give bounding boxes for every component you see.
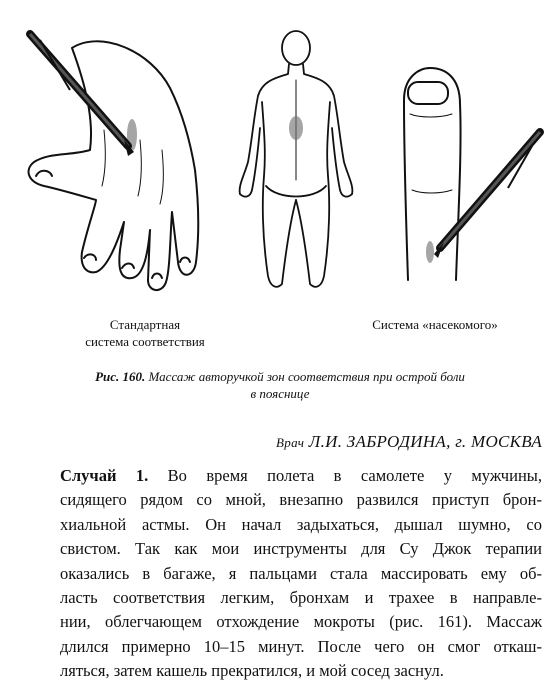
body-back-illustration <box>240 31 353 287</box>
caption-prefix: Рис. 160. <box>95 369 146 384</box>
case-lead: Случай 1. <box>60 466 149 485</box>
article-line: свистом. Так как мои инструменты для Су Джок терапии <box>60 539 542 559</box>
caption-line1: Массаж авторучкой зон соответствия при острой боли <box>148 369 465 384</box>
author-name: Л.И. ЗАБРОДИНА, г. МОСКВА <box>308 432 542 451</box>
figure-label-left <box>60 316 230 350</box>
label-left-line2: система соответствия <box>85 334 205 349</box>
article-line: ласть соответствия легким, бронхам и трахее в направле- <box>60 588 542 608</box>
article-line: хиальной астмы. Он начал задыхаться, дышал шумно, со <box>60 514 542 534</box>
figure-label-right: Система «насекомого» <box>372 317 498 332</box>
caption-line2: в пояснице <box>250 386 310 401</box>
author-role: Врач <box>276 435 305 450</box>
article-line: длился примерно 10–15 минут. После чего он смог откаш- <box>60 636 542 656</box>
hand-illustration <box>29 41 199 290</box>
author-byline <box>150 432 542 452</box>
article-line: сидящего рядом со мной, внезапно развился приступ брон- <box>60 490 542 510</box>
article-line <box>60 464 542 488</box>
body-zone-mark <box>289 116 303 140</box>
article-line: нии, облегчающем отхождение мокроты (рис. 161). Массаж <box>60 612 542 632</box>
article-line: ляться, затем кашель прекратился, и мой сосед заснул. <box>60 661 444 681</box>
finger-zone-mark <box>426 241 434 263</box>
figure-caption <box>30 368 530 402</box>
article-line-text: Во время полета в самолете у мужчины, <box>167 466 542 485</box>
label-left-line1: Стандартная <box>109 317 181 332</box>
article-body <box>60 464 542 684</box>
pen-right-icon <box>434 132 540 258</box>
pen-left-icon <box>30 34 134 156</box>
article-line: оказались в багаже, я пальцами стала массировать ему об- <box>60 563 542 583</box>
